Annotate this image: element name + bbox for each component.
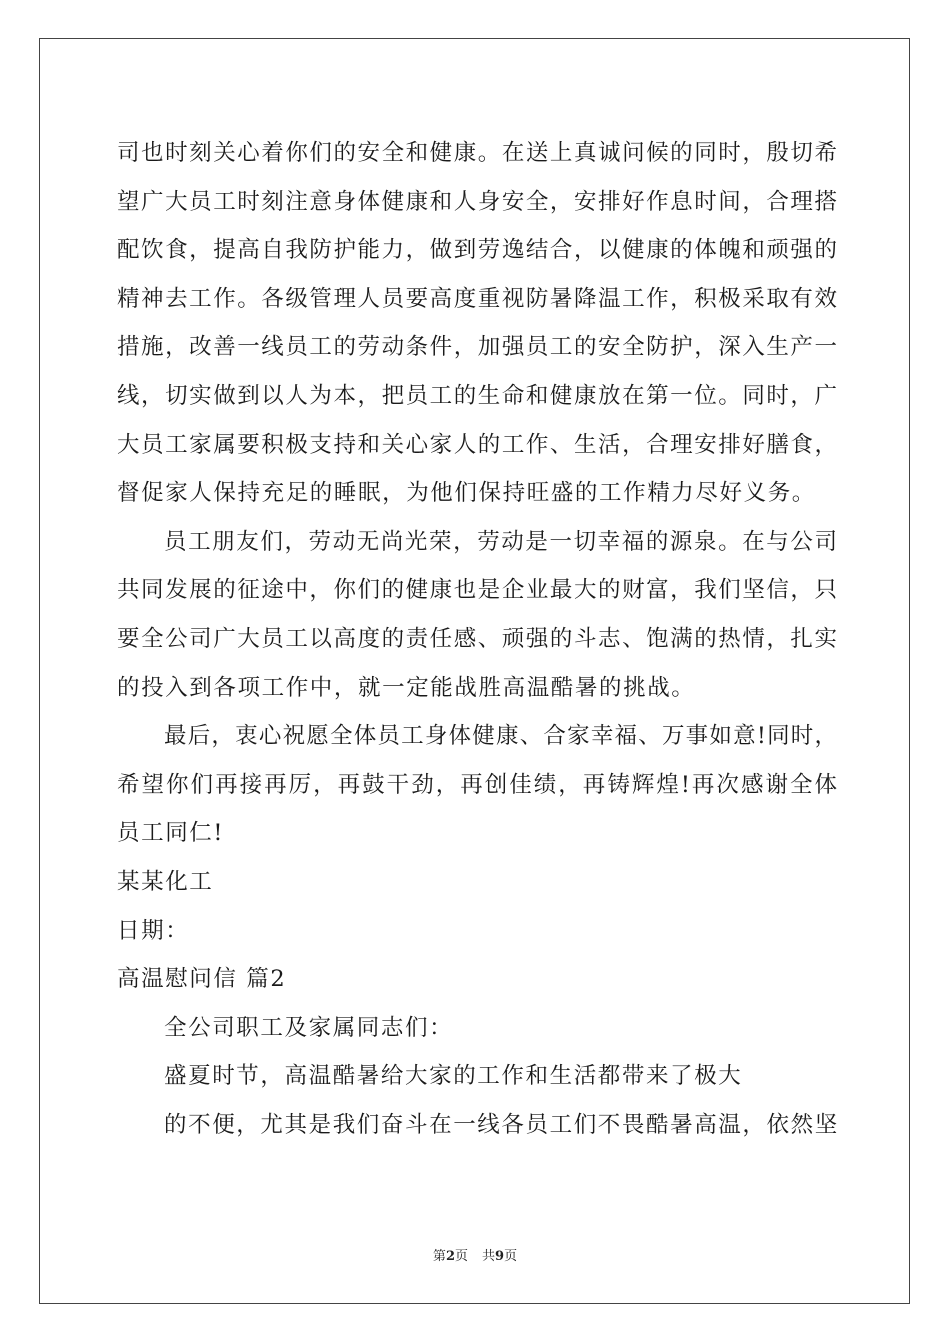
text-line: 措施，改善一线员工的劳动条件，加强员工的安全防护，深入生产一 <box>117 334 837 361</box>
text-line: 督促家人保持充足的睡眠，为他们保持旺盛的工作精力尽好义务。 <box>117 480 816 507</box>
page-footer <box>0 1248 950 1266</box>
text-line: 全公司职工及家属同志们： <box>164 1014 454 1041</box>
text-line: 希望你们再接再厉，再鼓干劲，再创佳绩，再铸辉煌!再次感谢全体 <box>117 771 837 798</box>
text-line: 共同发展的征途中，你们的健康也是企业最大的财富，我们坚信，只 <box>117 577 837 604</box>
document-body <box>117 129 837 1149</box>
text-line: 线，切实做到以人为本，把员工的生命和健康放在第一位。同时，广 <box>117 382 837 409</box>
text-line: 的不便，尤其是我们奋斗在一线各员工们不畏酷暑高温，依然坚 <box>164 1111 839 1138</box>
text-line: 高温慰问信 篇2 <box>117 966 287 993</box>
footer-total-suffix: 页 <box>504 1249 518 1264</box>
text-line: 盛夏时节，高温酷暑给大家的工作和生活都带来了极大 <box>164 1063 743 1090</box>
text-line: 最后，衷心祝愿全体员工身体健康、合家幸福、万事如意!同时， <box>164 723 837 750</box>
text-line: 员工同仁! <box>117 820 225 847</box>
footer-page-prefix: 第 <box>432 1249 446 1264</box>
text-line: 日期： <box>117 917 190 944</box>
text-line: 望广大员工时刻注意身体健康和人身安全，安排好作息时间，合理搭 <box>117 188 837 215</box>
text-line: 配饮食，提高自我防护能力，做到劳逸结合，以健康的体魄和顽强的 <box>117 237 837 264</box>
footer-page-number: 2 <box>445 1249 455 1264</box>
footer-total-number: 9 <box>495 1249 505 1264</box>
text-line: 某某化工 <box>117 868 214 895</box>
text-line: 要全公司广大员工以高度的责任感、顽强的斗志、饱满的热情，扎实 <box>117 625 837 652</box>
text-line: 员工朋友们，劳动无尚光荣，劳动是一切幸福的源泉。在与公司 <box>164 528 837 555</box>
text-line: 精神去工作。各级管理人员要高度重视防暑降温工作，积极采取有效 <box>117 285 837 312</box>
text-line: 司也时刻关心着你们的安全和健康。在送上真诚问候的同时，殷切希 <box>117 140 837 166</box>
text-line: 的投入到各项工作中，就一定能战胜高温酷暑的挑战。 <box>117 674 696 701</box>
text-line: 大员工家属要积极支持和关心家人的工作、生活，合理安排好膳食， <box>117 431 837 458</box>
footer-total-prefix: 共 <box>482 1249 496 1264</box>
footer-page-suffix: 页 <box>454 1249 468 1264</box>
